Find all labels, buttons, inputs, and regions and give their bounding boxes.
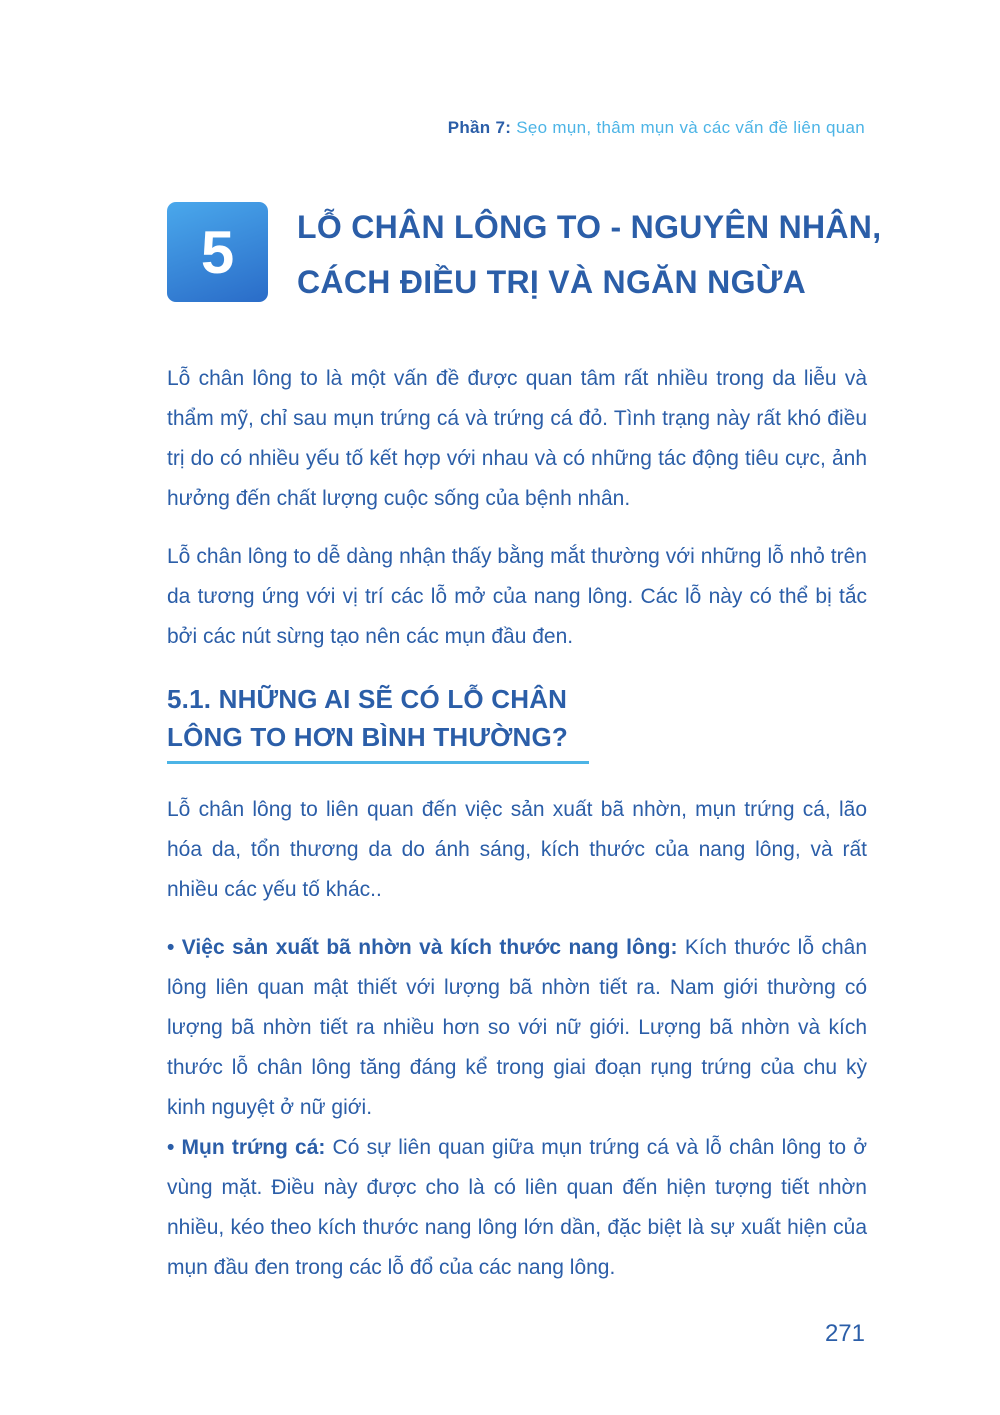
bullet-list [167,928,867,1288]
bullet-label: • Mụn trứng cá: [167,1136,326,1159]
chapter-title-line1: LỖ CHÂN LÔNG TO - NGUYÊN NHÂN, [297,209,882,245]
part-label: Phần 7: [447,118,512,137]
section-paragraph-block [167,790,867,910]
bullet-label: • Việc sản xuất bã nhờn và kích thước nang lông: [167,936,678,959]
intro-paragraph-1-block [167,359,867,519]
intro-paragraph-2: Lỗ chân lông to dễ dàng nhận thấy bằng mắt thường với những lỗ nhỏ trên da tương ứng với vị trí các lỗ mở của nang lông. Các lỗ này có thể bị tắc bởi các nút sừng tạo nên các mụn đầu đen. [167,545,867,648]
chapter-title [297,200,957,310]
part-title: Sẹo mụn, thâm mụn và các vấn đề liên quan [516,118,865,137]
chapter-title-line2: CÁCH ĐIỀU TRỊ VÀ NGĂN NGỪA [297,264,807,300]
running-header [448,118,865,138]
chapter-number-badge: 5 [167,202,268,302]
bullet-text: Kích thước lỗ chân lông liên quan mật thiết với lượng bã nhờn tiết ra. Nam giới thường có lượng bã nhờn tiết ra nhiều hơn so với nữ giới. Lượng bã nhờn và kích thước lỗ chân lông tăng đáng kể trong giai đoạn rụng trứng của chu kỳ kinh nguyệt ở nữ giới. [167,936,867,1119]
page-number: 271 [824,1320,865,1347]
intro-paragraph-2-block [167,537,867,657]
intro-paragraph-1: Lỗ chân lông to là một vấn đề được quan tâm rất nhiều trong da liễu và thẩm mỹ, chỉ sau mụn trứng cá và trứng cá đỏ. Tình trạng này rất khó điều trị do có nhiều yếu tố kết hợp với nhau và có những tác động tiêu cực, ảnh hưởng đến chất lượng cuộc sống của bệnh nhân. [167,367,867,510]
section-heading [167,680,597,756]
bullet-item-sebum [167,928,867,1128]
bullet-text: Có sự liên quan giữa mụn trứng cá và lỗ chân lông to ở vùng mặt. Điều này được cho là có liên quan đến hiện tượng tiết nhờn nhiều, kéo theo kích thước nang lông lớn dần, đặc biệt là sự xuất hiện của mụn đầu đen trong các lỗ đổ của các nang lông. [167,1136,867,1279]
section-heading-line1: 5.1. NHỮNG AI SẼ CÓ LỖ CHÂN [167,684,568,714]
bullet-item-acne [167,1128,867,1288]
section-paragraph: Lỗ chân lông to liên quan đến việc sản xuất bã nhờn, mụn trứng cá, lão hóa da, tổn thương da do ánh sáng, kích thước của nang lông, và rất nhiều các yếu tố khác.. [167,798,867,901]
section-heading-line2: LÔNG TO HƠN BÌNH THƯỜNG? [167,722,569,752]
section-underline [167,761,589,764]
